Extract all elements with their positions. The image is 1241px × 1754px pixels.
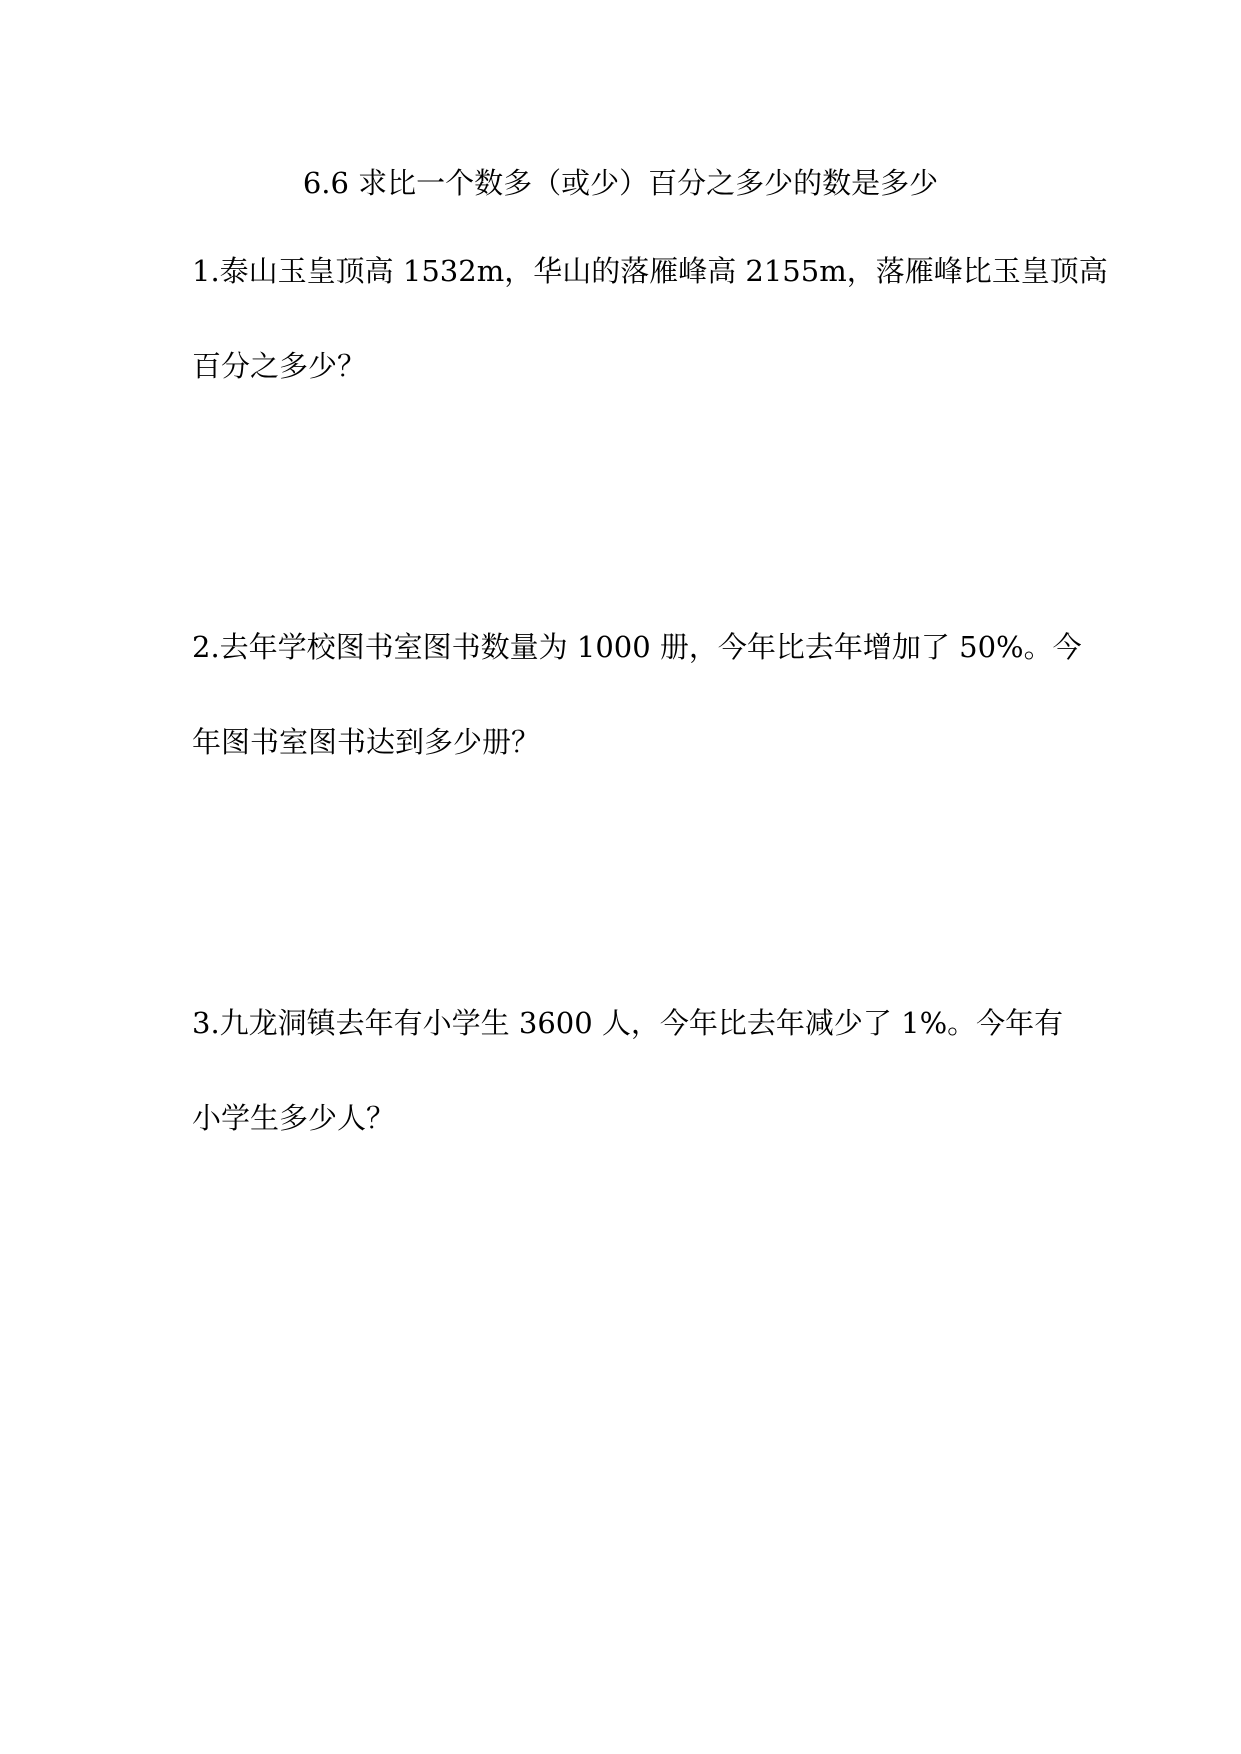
question-3-line-1: 3.九龙洞镇去年有小学生 3600 人，今年比去年减少了 1%。今年有 xyxy=(192,1006,1064,1040)
question-3-line-2: 小学生多少人？ xyxy=(192,1101,396,1135)
question-2-line-1: 2.去年学校图书室图书数量为 1000 册，今年比去年增加了 50%。今 xyxy=(192,630,1082,664)
question-2-line-2: 年图书室图书达到多少册？ xyxy=(192,725,541,759)
question-1-line-1: 1.泰山玉皇顶高 1532m，华山的落雁峰高 2155m，落雁峰比玉皇顶高 xyxy=(192,254,1108,288)
question-1-line-2: 百分之多少？ xyxy=(192,349,367,383)
page-title: 6.6 求比一个数多（或少）百分之多少的数是多少 xyxy=(302,166,939,200)
